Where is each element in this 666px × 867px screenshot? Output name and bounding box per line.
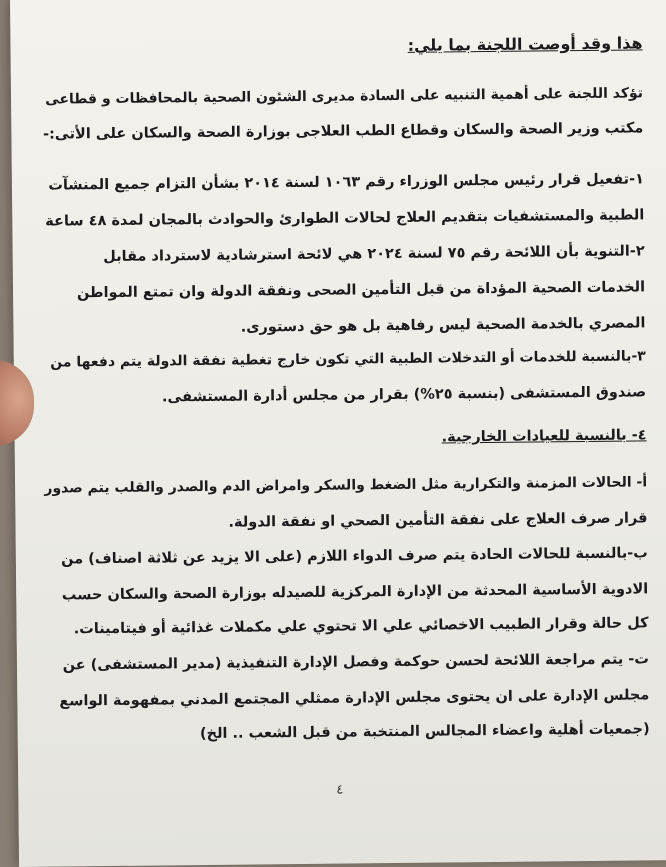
item-3-line-1: ٣-بالنسبة للخدمات أو التدخلات الطبية التي تكون خارج تغطية نفقة الدولة يتم دفعها من bbox=[50, 348, 646, 371]
item-2-line-2: الخدمات الصحية المؤداة من قبل التأمين الصحى ونفقة الدولة وان تمتع المواطن bbox=[76, 279, 646, 302]
intro-line-1: تؤكد اللجنة على أهمية التنبيه على السادة مديرى الشئون الصحية بالمحافظات و قطاعى bbox=[45, 85, 644, 108]
item-3-line-2: صندوق المستشفى (بنسبة ٢٥%) بقرار من مجلس أدارة المستشفى. bbox=[161, 384, 647, 406]
section-4-heading: ٤- بالنسبة للعيادات الخارجية. bbox=[441, 427, 647, 446]
document-heading: هذا وقد أوصت اللجنة بما يلي: bbox=[407, 33, 643, 55]
sub-item-a-line-2: قرار صرف العلاج على نفقة التأمين الصحي او نفقة الدولة. bbox=[228, 510, 648, 531]
item-2-line-3: المصري بالخدمة الصحية ليس رفاهية بل هو حق دستورى. bbox=[240, 315, 646, 336]
item-2-line-1: ٢-التنوية بأن اللائحة رقم ٧٥ لسنة ٢٠٢٤ هي لائحة استرشادية لاسترداد مقابل bbox=[103, 243, 645, 266]
item-1-line-1: ١-تفعيل قرار رئيس مجلس الوزراء رقم ١٠٦٣ لسنة ٢٠١٤ بشأن التزام جميع المنشآت bbox=[48, 171, 644, 194]
document-page bbox=[10, 0, 666, 867]
sub-item-b-line-2: الادوية الأساسية المحدثة من الإدارة المركزية للصيدله بوزارة الصحة والسكان حسب bbox=[61, 581, 649, 604]
sub-item-a-line-1: أ- الحالات المزمنة والتكرارية مثل الضغط والسكر وامراض الدم والصدر والقلب يتم صدور bbox=[44, 474, 648, 497]
item-1-line-2: الطبية والمستشفيات بتقديم العلاج لحالات الطوارئ والحوادث بالمجان لمدة ٤٨ ساعة bbox=[45, 207, 645, 230]
sub-item-b-line-3: كل حالة وقرار الطبيب الاخصائي علي الا تحتوي علي مكملات غذائية أو فيتامينات. bbox=[73, 615, 649, 638]
intro-line-2: مكتب وزير الصحة والسكان وقطاع الطب العلاجى بوزارة الصحة والسكان على الأتى:- bbox=[42, 120, 644, 143]
sub-item-t-line-2: مجلس الإدارة على ان يحتوى مجلس الإدارة ممثلي المجتمع المدني بمفهومة الواسع bbox=[59, 687, 650, 710]
page-number: ٤ bbox=[336, 782, 344, 798]
sub-item-b-line-1: ب-بالنسبة للحالات الحادة يتم صرف الدواء اللازم (على الا يزيد عن ثلاثة اصناف) من bbox=[61, 545, 648, 568]
sub-item-t-line-3: (جمعيات أهلية واعضاء المجالس المنتخبة من قبل الشعب .. الخ) bbox=[199, 721, 650, 743]
sub-item-t-line-1: ت- يتم مراجعة اللائحة لحسن حوكمة وفصل الإدارة التنفيذية (مدير المستشفى) عن bbox=[62, 651, 650, 674]
